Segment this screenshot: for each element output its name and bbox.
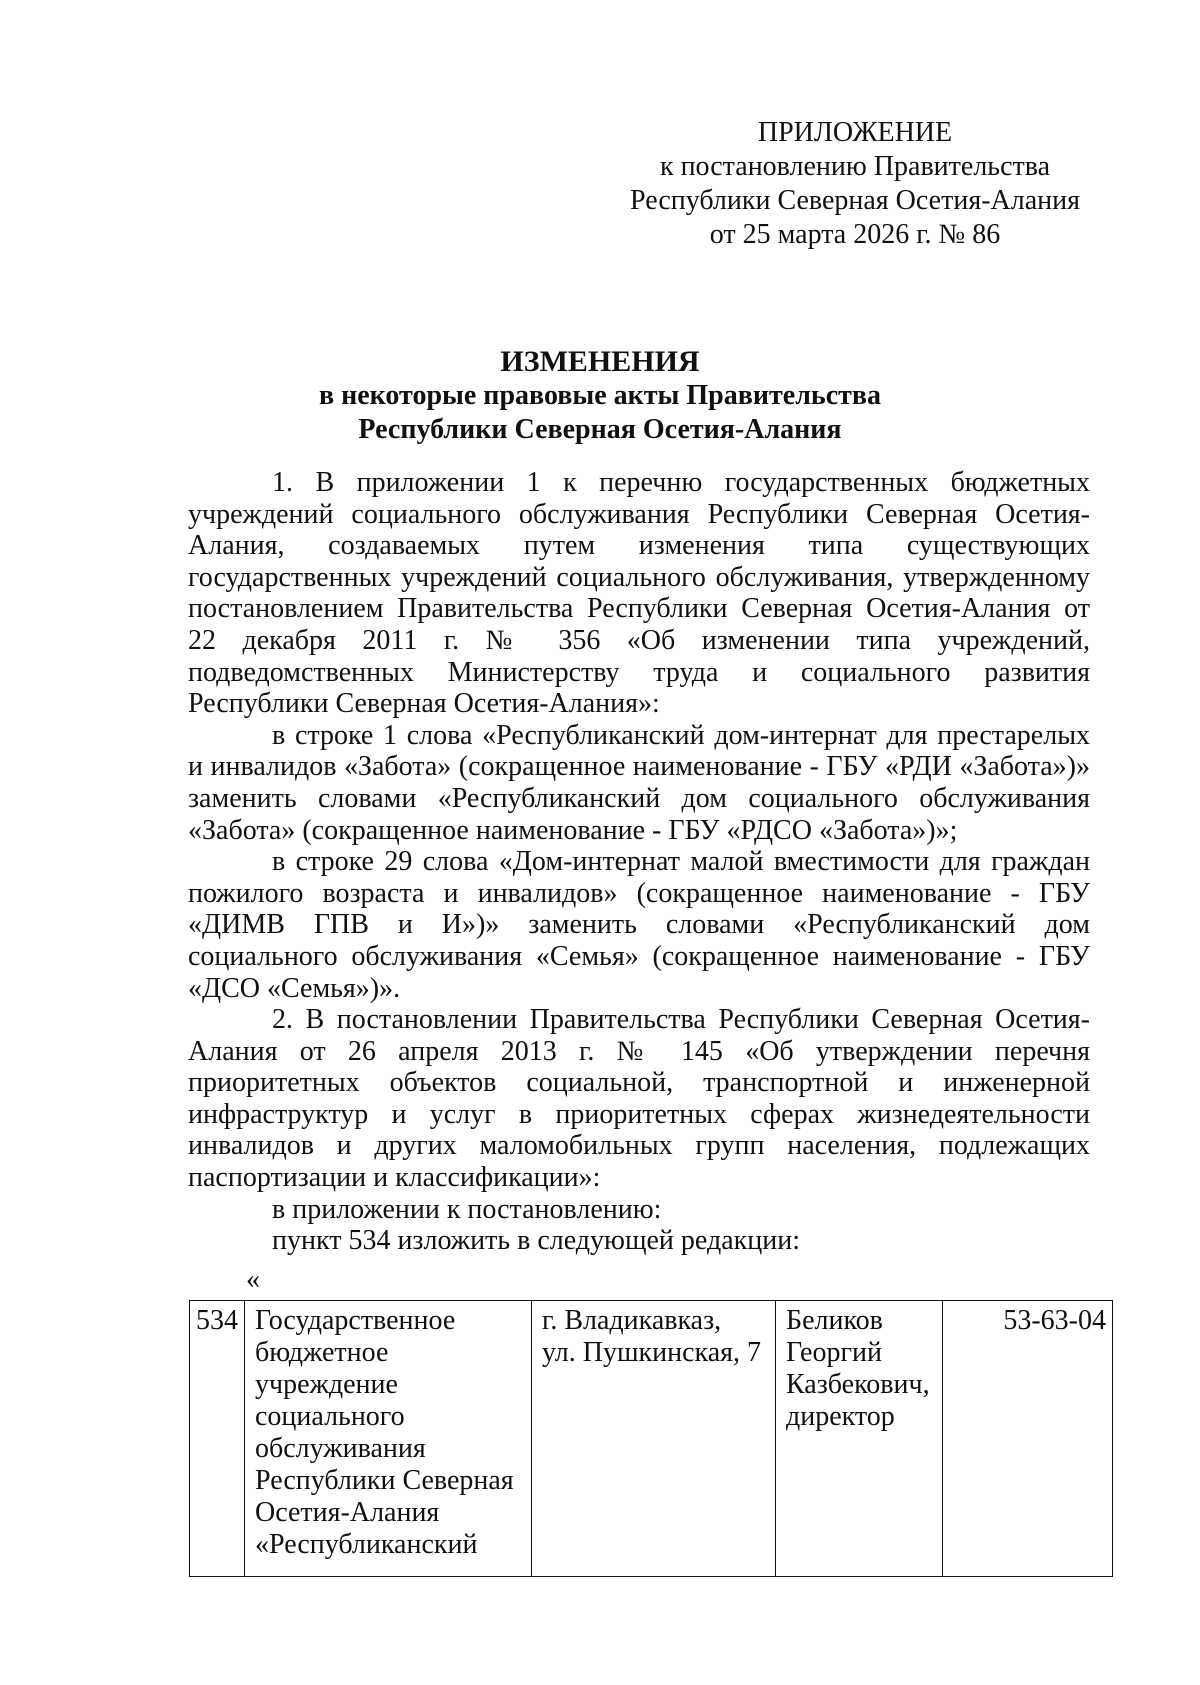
head-line: Беликов — [786, 1305, 883, 1336]
opening-quote-mark: « — [246, 1264, 260, 1295]
address-line: г. Владикавказ, — [542, 1305, 722, 1336]
head-cell — [776, 1301, 943, 1577]
appendix-ref-line: к постановлению Правительства — [659, 151, 1051, 182]
name-line: учреждение — [255, 1369, 398, 1400]
table-row — [190, 1301, 1113, 1577]
item-534-table — [189, 1300, 1113, 1577]
name-line: Осетия-Алания — [255, 1497, 440, 1528]
phone-cell: 53-63-04 — [943, 1301, 1113, 1577]
paragraph-1: 1. В приложении 1 к перечню государственных бюджетных учреждений социального обслуживания Республики Северная Осетия-Алания, создаваемых путем изменения типа существующих государственных учреждений социального обслуживания, утвержденному постановлением Правительства Республики Северная Осетия-Алания от 22 декабря 2011 г. № 356 «Об изменении типа учреждений, подведомственных Министерству труда и социального развития Республики Северная Осетия-Алания»: — [188, 467, 1090, 720]
institution-name-cell — [245, 1301, 532, 1577]
paragraph-5: в приложении к постановлению: — [272, 1193, 662, 1225]
head-line: директор — [786, 1401, 895, 1432]
name-line: Республики Северная — [255, 1465, 514, 1496]
title-subtitle-1: в некоторые правовые акты Правительства — [318, 380, 882, 411]
paragraph-4: 2. В постановлении Правительства Республики Северная Осетия-Алания от 26 апреля 2013 г. № 145 «Об утверждении перечня приоритетных объектов социальной, транспортной и инженерной инфраструктур и услуг в приоритетных сферах жизнедеятельности инвалидов и других маломобильных групп населения, подлежащих паспортизации и классификации»: — [188, 1004, 1090, 1194]
name-line: Государственное — [255, 1305, 456, 1336]
appendix-ref-region: Республики Северная Осетия-Алания — [630, 185, 1080, 216]
paragraph-6: пункт 534 изложить в следующей редакции: — [272, 1225, 800, 1257]
title-subtitle-2: Республики Северная Осетия-Алания — [358, 414, 842, 445]
item-number-cell: 534 — [190, 1301, 245, 1577]
appendix-header — [620, 116, 1090, 252]
appendix-ref-date: от 25 марта 2026 г. № 86 — [709, 219, 1001, 250]
address-line: ул. Пушкинская, 7 — [542, 1337, 762, 1368]
title-main: ИЗМЕНЕНИЯ — [500, 345, 700, 378]
appendix-title: ПРИЛОЖЕНИЕ — [757, 117, 953, 148]
document-title — [0, 345, 1200, 447]
address-cell — [532, 1301, 776, 1577]
head-line: Георгий — [786, 1337, 882, 1368]
name-line: «Республиканский — [255, 1529, 478, 1560]
name-line: обслуживания — [255, 1433, 426, 1464]
name-line: социального — [255, 1401, 405, 1432]
paragraph-3: в строке 29 слова «Дом-интернат малой вместимости для граждан пожилого возраста и инвалидов» (сокращенное наименование - ГБУ «ДИМВ ГПВ и И»)» заменить словами «Республиканский дом социального обслуживания «Семья» (сокращенное наименование - ГБУ «ДСО «Семья»)». — [188, 846, 1090, 1004]
head-line: Казбекович, — [786, 1369, 930, 1400]
document-body — [188, 467, 1090, 1257]
paragraph-2: в строке 1 слова «Республиканский дом-интернат для престарелых и инвалидов «Забота» (сокращенное наименование - ГБУ «РДИ «Забота»)» заменить словами «Республиканский дом социального обслуживания «Забота» (сокращенное наименование - ГБУ «РДСО «Забота»)»; — [188, 719, 1090, 846]
name-line: бюджетное — [255, 1337, 389, 1368]
